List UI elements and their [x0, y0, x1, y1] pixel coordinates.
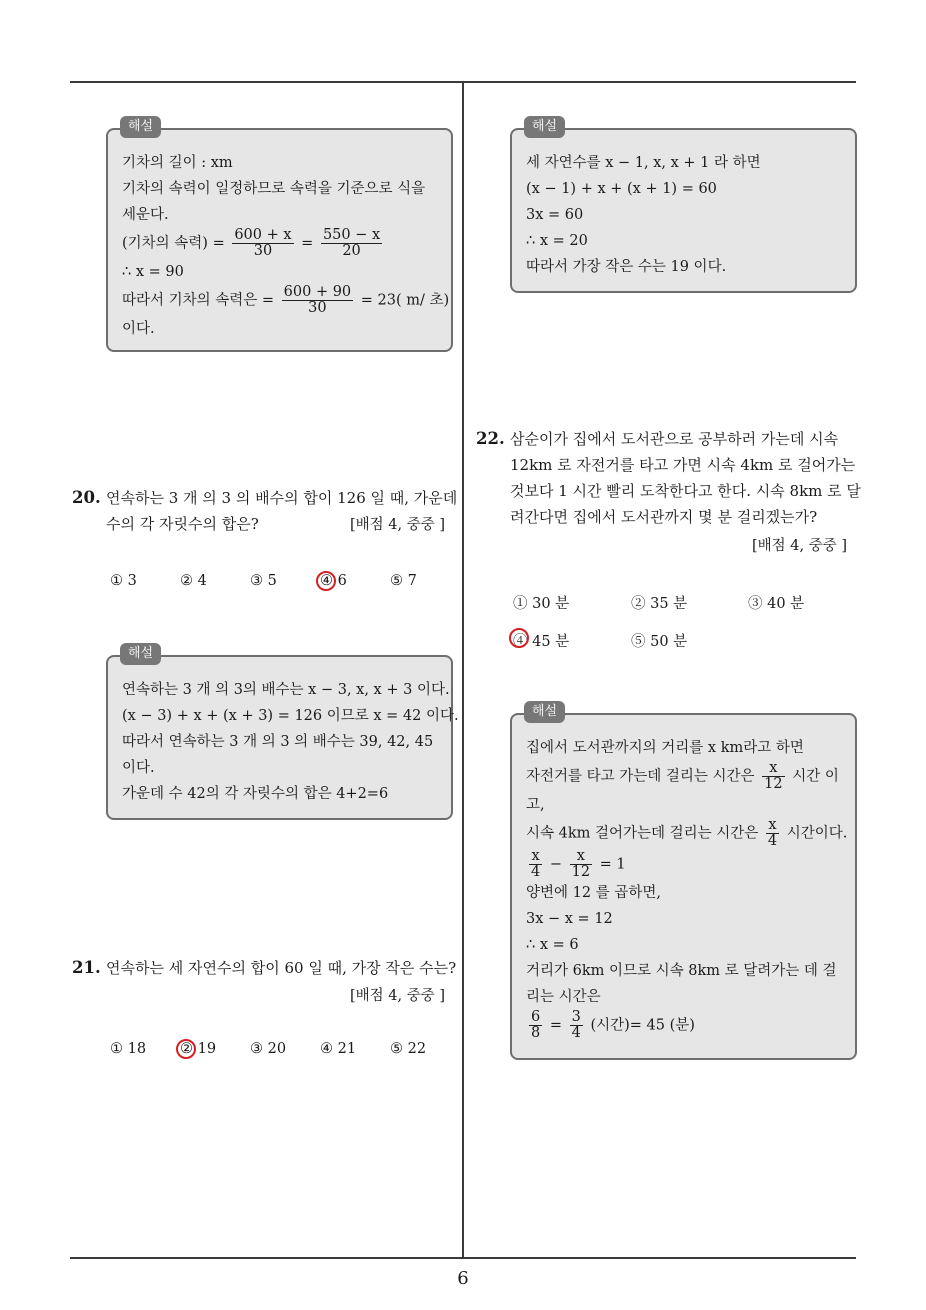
- fraction: $\frac{x}{12}$: [571, 848, 591, 880]
- sol-line: 시속 4km 걸어가는데 걸리는 시간은 $\frac{x}{4}$ 시간이다.: [526, 817, 848, 849]
- solution-tag: 해설: [120, 116, 161, 138]
- option-2[interactable]: ② 35 분: [631, 596, 688, 612]
- option-5[interactable]: ⑤ 7: [390, 573, 417, 589]
- option-1[interactable]: ① 18: [110, 1041, 147, 1057]
- option-4[interactable]: ④ 21: [320, 1041, 357, 1057]
- question-meta: [배점 4, 중중 ]: [350, 988, 446, 1004]
- sol-line: 기차의 길이 : xm: [122, 155, 233, 171]
- sol-line: 3x − x = 12: [526, 911, 613, 927]
- question-text: 연속하는 세 자연수의 합이 60 일 때, 가장 작은 수는?: [106, 959, 457, 977]
- question-number: 21.: [72, 958, 101, 977]
- answer-circle: [509, 628, 529, 648]
- sol-line: 기차의 속력이 일정하므로 속력을 기준으로 식을: [122, 181, 426, 197]
- answer-circle: [316, 571, 336, 591]
- question-text: 삼순이가 집에서 도서관으로 공부하러 가는데 시속 12km 로 자전거를 타고 가면 시속 4km 로 걸어가는 것보다 1 시간 빨리 도착한다고 한다. 시속 8km 로 달 려간다면 집에서 도서관까지 몇 분 걸리겠는가?: [510, 430, 861, 526]
- bottom-rule: [70, 1257, 856, 1259]
- question-number: 22.: [476, 429, 505, 448]
- option-2[interactable]: ② 19: [180, 1041, 216, 1057]
- fraction: $\frac{6}{8}$: [531, 1009, 541, 1041]
- sol-line: ∴ x = 90: [122, 264, 184, 280]
- sol-line: 자전거를 타고 가는데 걸리는 시간은 $\frac{x}{12}$ 시간 이: [526, 760, 839, 792]
- sol-line: 집에서 도서관까지의 거리를 x km라고 하면: [526, 740, 804, 756]
- sol-line: 이다.: [122, 321, 155, 337]
- option-3[interactable]: ③ 5: [250, 573, 277, 589]
- page-number: 6: [457, 1268, 469, 1289]
- sol-line: 세운다.: [122, 207, 169, 223]
- option-5[interactable]: ⑤ 50 분: [631, 634, 688, 650]
- sol-line: 이다.: [122, 760, 155, 776]
- question-meta: [배점 4, 중중 ]: [752, 538, 848, 554]
- question-21: [72, 955, 457, 981]
- sol-line: 고,: [526, 797, 545, 813]
- sol-line: (x − 1) + x + (x + 1) = 60: [526, 181, 717, 197]
- option-4[interactable]: ④ 6: [320, 573, 347, 589]
- sol-line: 따라서 기차의 속력은 = $\frac{600 + 90}{30}$ = 23( m/ 초): [122, 284, 450, 316]
- question-22: [476, 426, 861, 530]
- question-text: 연속하는 3 개 의 3 의 배수의 합이 126 일 때, 가운데 수의 각 자릿수의 합은?: [106, 489, 458, 533]
- sol-line: (기차의 속력) = $\frac{600 + x}{30}$ = $\frac{550 - x}{20}$: [122, 227, 381, 259]
- sol-line: (x − 3) + x + (x + 3) = 126 이므로 x = 42 이다.: [122, 708, 459, 724]
- sol-line: 리는 시간은: [526, 989, 601, 1005]
- option-4[interactable]: ④ 45 분: [513, 630, 569, 651]
- answer-circle: [176, 1039, 196, 1059]
- solution-tag: 해설: [120, 643, 161, 665]
- option-3[interactable]: ③ 20: [250, 1041, 287, 1057]
- fraction: $\frac{x}{4}$: [767, 817, 778, 849]
- fraction: $\frac{550 - x}{20}$: [322, 227, 381, 259]
- solution-box-21: [510, 119, 857, 293]
- solution-box-19: [106, 119, 453, 352]
- fraction: $\frac{x}{12}$: [764, 760, 783, 792]
- solution-tag: 해설: [524, 701, 565, 723]
- option-2[interactable]: ② 4: [180, 573, 207, 589]
- sol-line: 따라서 연속하는 3 개 의 3 의 배수는 39, 42, 45: [122, 734, 434, 750]
- solution-box-22: [510, 704, 857, 1060]
- sol-line: ∴ x = 20: [526, 233, 588, 249]
- solution-tag: 해설: [524, 116, 565, 138]
- fraction: $\frac{x}{4}$: [531, 848, 541, 880]
- question-meta: [배점 4, 중중 ]: [350, 517, 446, 533]
- sol-line: 거리가 6km 이므로 시속 8km 로 달려가는 데 걸: [526, 963, 837, 979]
- sol-line: 연속하는 3 개 의 3의 배수는 x − 3, x, x + 3 이다.: [122, 682, 450, 698]
- sol-line: 따라서 가장 작은 수는 19 이다.: [526, 259, 727, 275]
- sol-line: 세 자연수를 x − 1, x, x + 1 라 하면: [526, 155, 761, 171]
- option-5[interactable]: ⑤ 22: [390, 1041, 427, 1057]
- sol-line: 가운데 수 42의 각 자릿수의 합은 4+2=6: [122, 786, 389, 802]
- sol-line: 양변에 12 를 곱하면,: [526, 885, 661, 901]
- option-1[interactable]: ① 30 분: [513, 596, 570, 612]
- center-divider: [462, 83, 464, 1258]
- sol-line: $\frac{x}{4}$ − $\frac{x}{12}$ = 1: [531, 848, 626, 880]
- sol-line: ∴ x = 6: [526, 937, 579, 953]
- fraction: $\frac{600 + x}{30}$: [234, 227, 292, 259]
- question-number: 20.: [72, 488, 101, 507]
- solution-box-20: [106, 646, 459, 820]
- option-1[interactable]: ① 3: [110, 573, 137, 589]
- fraction: $\frac{600 + 90}{30}$: [283, 284, 352, 316]
- option-3[interactable]: ③ 40 분: [748, 596, 805, 612]
- fraction: $\frac{3}{4}$: [571, 1009, 581, 1041]
- sol-line: $\frac{6}{8}$ = $\frac{3}{4}$ (시간)= 45 (분): [531, 1009, 695, 1041]
- sol-line: 3x = 60: [526, 207, 584, 223]
